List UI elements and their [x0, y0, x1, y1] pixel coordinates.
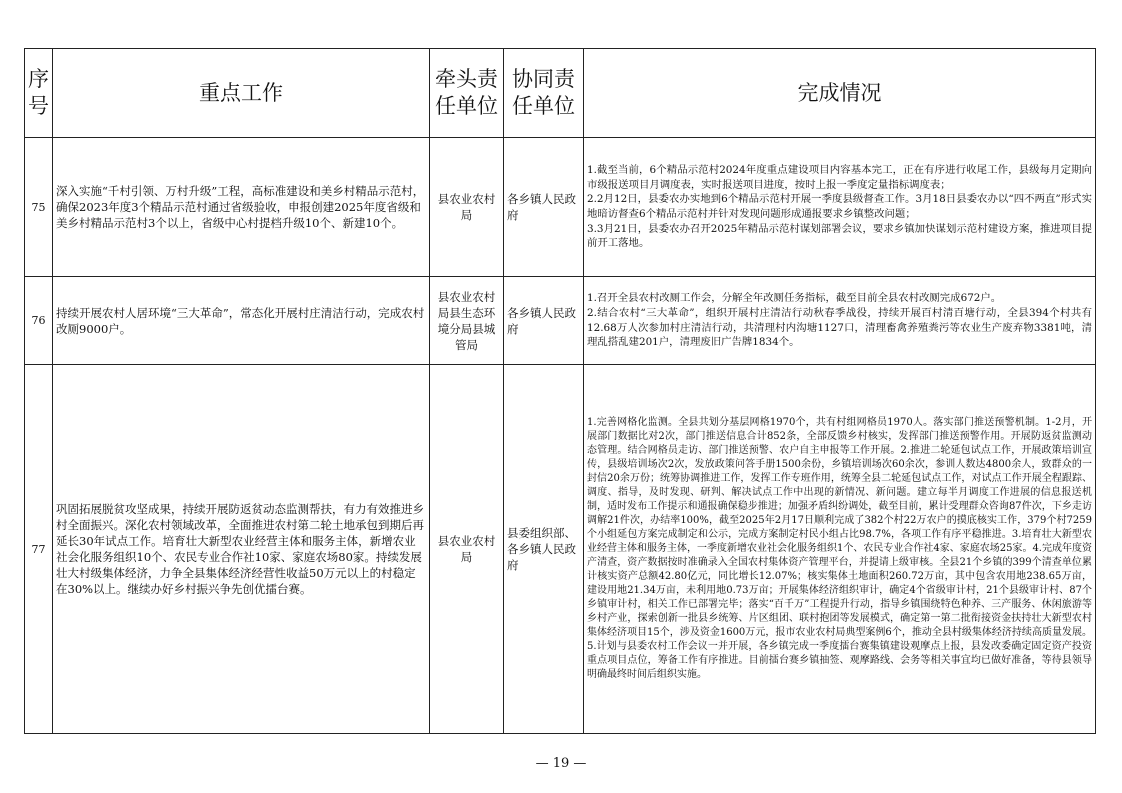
- row-coop-unit: 县委组织部、各乡镇人民政府: [504, 365, 584, 734]
- table-row: [25, 277, 1096, 365]
- row-lead-unit: 县农业农村局: [430, 138, 504, 277]
- table-row: [25, 138, 1096, 277]
- table-row: [25, 365, 1096, 734]
- status-paragraph: 3.3月21日，县委农办召开2025年精品示范村谋划部署会议，要求乡镇加快谋划示范村建设方案，推进项目提前开工落地。: [587, 222, 1092, 250]
- row-number: 75: [25, 138, 53, 277]
- header-seq: 序号: [25, 49, 53, 138]
- row-key-work: 深入实施“千村引领、万村升级”工程，高标准建设和美乡村精品示范村，确保2023年度3个精品示范村通过省级验收，申报创建2025年度省级和美乡村精品示范村3个以上，省级中心村提档升级10个、新建10个。: [53, 138, 430, 277]
- status-paragraph: 2.2月12日，县委农办实地到6个精品示范村开展一季度县级督查工作。3月18日县委农办以“四不两直”形式实地暗访督查6个精品示范村并针对发现问题形成通报要求乡镇整改问题；: [587, 193, 1092, 220]
- row-coop-unit: 各乡镇人民政府: [504, 138, 584, 277]
- header-lead-unit: 牵头责任单位: [430, 49, 504, 138]
- status-paragraph: 1.完善网格化监测。全县共划分基层网格1970个，共有村组网格员1970人。落实部门推送预警机制。1-2月，开展部门数据比对2次，部门推送信息合计852条，全部反馈乡村核实，发挥部门推送预警作用。开展防返贫监测动态管理。结合网格员走访、部门推送预警、农户自主申报等工作开展。2.推进二轮延包试点工作，开展政策培训宣传，县级培训场次2次，发放政策问答手册1500余份，乡镇培训场次60余次，参训人数达4800余人，致群众的一封信20余万份；统筹协调推进工作，发挥工作专班作用，统筹全县二轮延包试点工作，对试点工作开展全程跟踪、调度、指导，及时发现、研判、解决试点工作中出现的新情况、新问题。建立每半月调度工作进展的信息报送机制，适时发布工作提示和通报确保稳步推进；加强矛盾纠纷调处，截至目前，累计受理群众咨询87件次，下乡走访调解21件次，办结率100%，截至2025年2月17日顺利完成了382个村22万农户的摸底核实工作，379个村7259个小组延包方案完成制定和公示，完成方案制定村民小组占比98.7%，各项工作有序平稳推进。3.培育壮大新型农业经营主体和服务主体，一季度新增农业社会化服务组织1个、农民专业合作社4家、家庭农场25家。4.完成年度资产清查，资产数据按时准确录入全国农村集体资产管理平台，并提请上级审核。全县21个乡镇的399个清查单位累计核实资产总额42.80亿元，同比增长12.07%；核实集体土地面积260.72万亩，其中包含农用地238.65万亩，建设用地21.34万亩，未利用地0.73万亩；开展集体经济组织审计，确定4个省级审计村，21个县级审计村、87个乡镇审计村，相关工作已部署完毕；落实“百千万”工程提升行动，指导乡镇围绕特色种养、三产服务、休闲旅游等乡村产业，探索创新一批县乡统筹、片区组团、联村抱团等发展模式，确定第一第二批衔接资金扶持壮大新型农村集体经济项目15个，涉及资金1600万元，报市农业农村局典型案例6个，推动全县村级集体经济持续高质量发展。5.计划与县委农村工作会议一并开展，各乡镇完成一季度擂台赛集镇建设观摩点上报，县发改委确定固定资产投资重点项目点位，筹备工作有序推进。目前擂台赛乡镇抽签、观摩路线、会务等相关事宜均已做好准备，等待县领导明确最终时间后组织实施。: [587, 417, 1092, 680]
- row-number: 76: [25, 277, 53, 365]
- row-key-work: 持续开展农村人居环境“三大革命”，常态化开展村庄清洁行动，完成农村改厕9000户。: [53, 277, 430, 365]
- header-coop-unit: 协同责任单位: [504, 49, 584, 138]
- row-status: [584, 138, 1096, 277]
- header-status: 完成情况: [584, 49, 1096, 138]
- row-status: [584, 365, 1096, 734]
- status-paragraph: 1.截至当前，6个精品示范村2024年度重点建设项目内容基本完工，正在有序进行收尾工作，县级每月定期向市级报送项目月调度表，实时报送项目进度，按时上报一季度定量指标调度表；: [587, 164, 1092, 191]
- row-coop-unit: 各乡镇人民政府: [504, 277, 584, 365]
- header-key-work: 重点工作: [53, 49, 430, 138]
- row-status: [584, 277, 1096, 365]
- row-number: 77: [25, 365, 53, 734]
- work-progress-table: [24, 48, 1096, 734]
- status-paragraph: 1.召开全县农村改厕工作会，分解全年改厕任务指标，截至目前全县农村改厕完成672户。: [587, 292, 1002, 305]
- row-lead-unit: 县农业农村局: [430, 365, 504, 734]
- page-number: — 19 —: [535, 756, 587, 771]
- row-key-work: 巩固拓展脱贫攻坚成果，持续开展防返贫动态监测帮扶，有力有效推进乡村全面振兴。深化农村领域改革，全面推进农村第二轮土地承包到期后再延长30年试点工作。培育壮大新型农业经营主体和服务主体，新增农业社会化服务组织10个、农民专业合作社10家、家庭农场80家。持续发展壮大村级集体经济，力争全县集体经济经营性收益50万元以上的村稳定在30%以上。继续办好乡村振兴争先创优擂台赛。: [53, 365, 430, 734]
- status-paragraph: 2.结合农村“三大革命”，组织开展村庄清洁行动秋春季战役，持续开展百村清百塘行动，全县394个村共有12.68万人次参加村庄清洁行动，共清理村内沟塘1127口，清理畜禽养殖粪污等农业生产废弃物3381吨，清理乱搭乱建201户，清理废旧广告牌1834个。: [587, 306, 1092, 349]
- table-header-row: [25, 49, 1096, 138]
- row-lead-unit: 县农业农村局县生态环境分局县城管局: [430, 277, 504, 365]
